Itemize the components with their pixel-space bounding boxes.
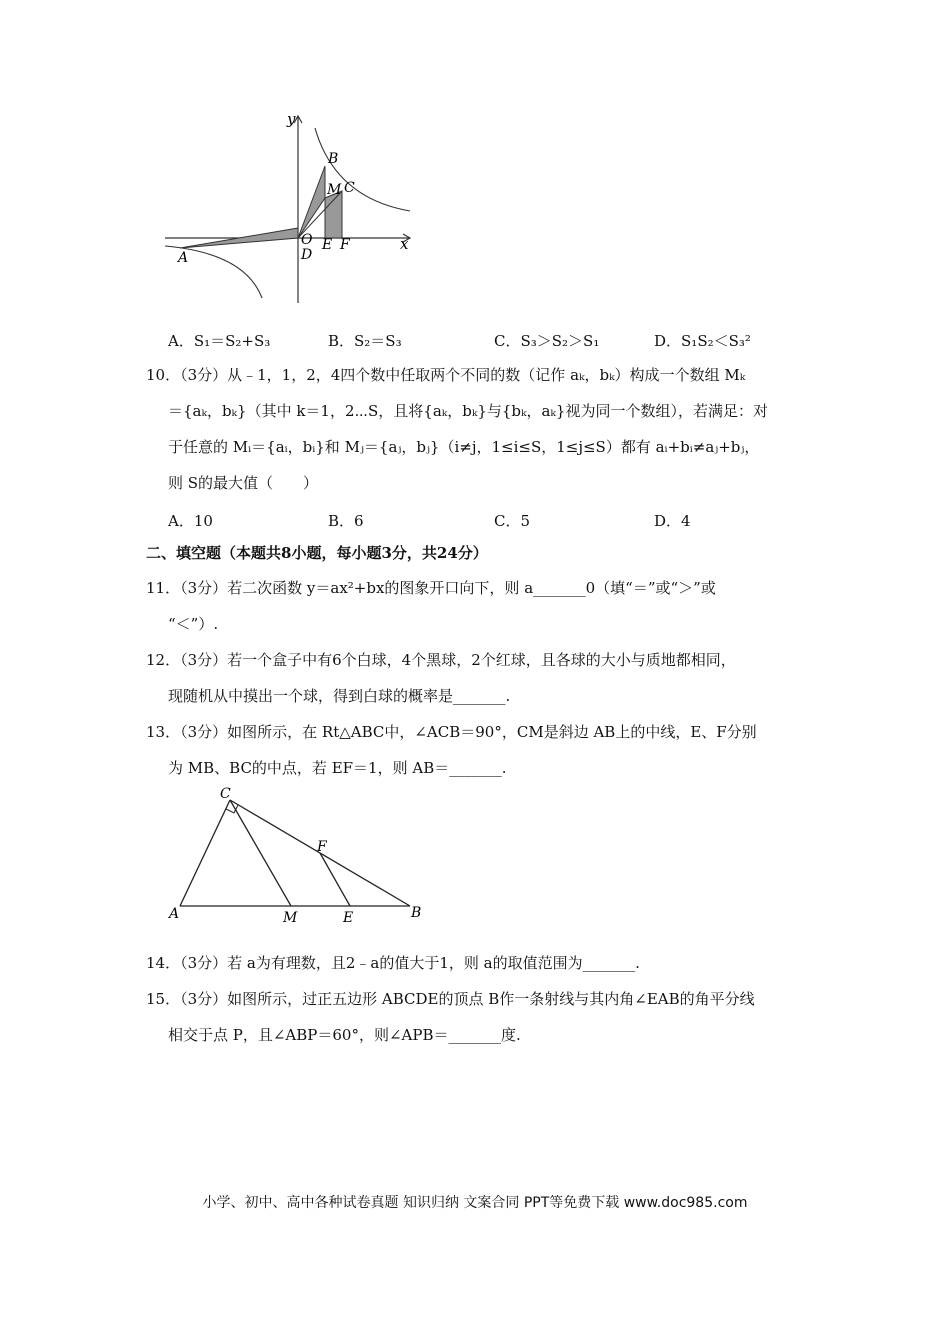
q9-option-a: A．S₁＝S₂+S₃ [168, 332, 271, 350]
section-2-title: 二、填空题（本题共8小题，每小题3分，共24分） [146, 544, 488, 562]
q9-label-m: M [327, 182, 342, 198]
q10-line-1: 10．（3分）从﹣1，1，2，4四个数中任取两个不同的数（记作 aₖ，bₖ）构成一个数组 Mₖ [146, 366, 746, 384]
q9-label-f: F [340, 237, 350, 253]
q9-label-x: x [400, 235, 409, 253]
q15-line-2: 相交于点 P，且∠ABP＝60°，则∠APB＝_______度. [168, 1026, 521, 1044]
q9-label-a: A [178, 250, 189, 266]
q9-label-d: D [301, 247, 313, 263]
q13-figure [160, 785, 440, 930]
q13-label-m: M [283, 910, 298, 926]
q9-label-e: E [322, 237, 333, 253]
q13-label-e: E [343, 910, 354, 926]
q10-option-a: A．10 [168, 512, 213, 530]
q12-line-2: 现随机从中摸出一个球，得到白球的概率是_______. [168, 687, 511, 705]
q13-label-c: C [220, 786, 231, 802]
q12-line-1: 12．（3分）若一个盒子中有6个白球，4个黑球，2个红球，且各球的大小与质地都相同， [146, 651, 736, 669]
q9-label-o: O [301, 232, 313, 248]
q10-option-c: C．5 [494, 512, 531, 530]
q10-line-2: ＝{aₖ，bₖ}（其中 k＝1，2⋯S，且将{aₖ，bₖ}与{bₖ，aₖ}视为同一个数组），若满足：对 [168, 402, 768, 420]
q13-label-f: F [317, 839, 327, 855]
q10-option-b: B．6 [328, 512, 364, 530]
q10-option-d: D．4 [654, 512, 691, 530]
q9-figure [160, 108, 420, 308]
q11-line-2: “＜”）. [168, 615, 219, 633]
q9-option-d: D．S₁S₂＜S₃² [654, 332, 751, 350]
page-footer: 小学、初中、高中各种试卷真题 知识归纳 文案合同 PPT等免费下载 www.doc985.com [202, 1195, 748, 1211]
q13-label-a: A [169, 906, 180, 922]
q13-line-1: 13．（3分）如图所示，在 Rt△ABC中，∠ACB＝90°，CM是斜边 AB上的中线，E、F分别 [146, 723, 757, 741]
q10-line-3: 于任意的 Mᵢ＝{aᵢ，bᵢ}和 Mⱼ＝{aⱼ，bⱼ}（i≠j，1≤i≤S，1≤j≤S）都有 aᵢ+bᵢ≠aⱼ+bⱼ， [168, 438, 760, 456]
q11-line-1: 11．（3分）若二次函数 y＝ax²+bx的图象开口向下，则 a_______0（填“＝”或“＞”或 [146, 579, 716, 597]
q9-option-b: B．S₂＝S₃ [328, 332, 402, 350]
q9-label-y: y [287, 110, 296, 128]
q14-line-1: 14．（3分）若 a为有理数，且2﹣a的值大于1，则 a的取值范围为_______. [146, 954, 640, 972]
q13-line-2: 为 MB、BC的中点，若 EF＝1，则 AB＝_______. [168, 759, 507, 777]
q10-line-4: 则 S的最大值（ ） [168, 474, 319, 492]
q9-label-b: B [328, 151, 339, 167]
q15-line-1: 15．（3分）如图所示，过正五边形 ABCDE的顶点 B作一条射线与其内角∠EAB的角平分线 [146, 990, 755, 1008]
q13-label-b: B [411, 905, 422, 921]
q9-option-c: C．S₃＞S₂＞S₁ [494, 332, 600, 350]
q9-label-c: C [344, 180, 355, 196]
